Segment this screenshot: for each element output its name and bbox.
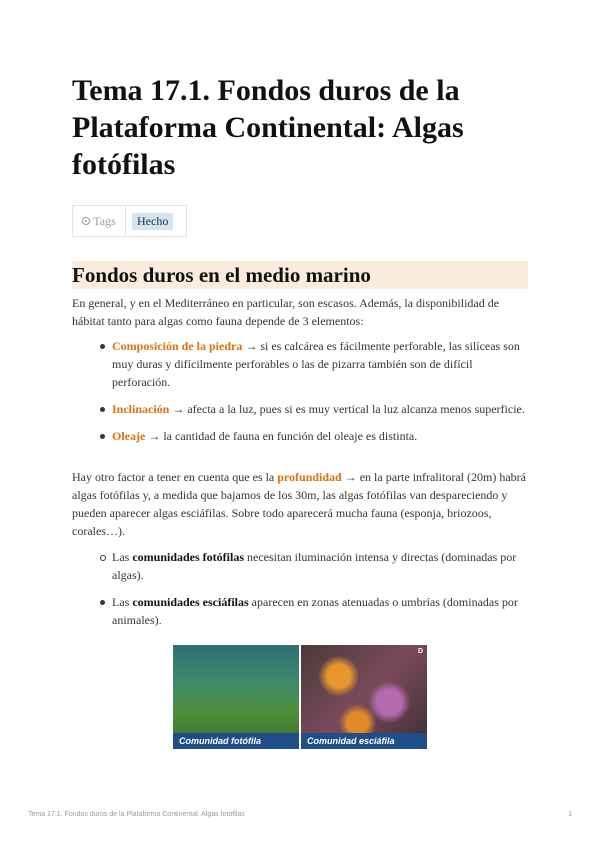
communities-list [72,548,528,638]
depth-label: profundidad [277,470,342,484]
property-value[interactable] [126,206,186,236]
community-post: aparecen en zonas atenuadas o umbrías (dominadas por animales). [112,595,518,627]
community-label: comunidades fotófilas [132,550,245,564]
depth-pre: Hay otro factor a tener en cuenta que es la [72,470,278,484]
bullet-icon [100,434,105,439]
community-pre: Las [112,595,133,609]
footer-page-number: 1 [568,811,572,818]
elements-list [72,337,528,454]
community-pre: Las [112,550,133,564]
list-item [72,427,528,445]
properties-table [72,205,187,237]
community-label: comunidades esciáfilas [132,595,249,609]
photo-photophilic-community [173,645,299,749]
property-key [73,206,126,236]
element-label: Oleaje [112,429,146,443]
bullet-icon [100,555,106,561]
page-title: Tema 17.1. Fondos duros de la Plataforma Continental: Algas fotófilas [72,74,464,181]
photo-caption: Comunidad fotófila [173,733,299,749]
bullet-icon [100,407,105,412]
intro-paragraph: En general, y en el Mediterráneo en particular, son escasos. Además, la disponibilidad de hábitat tanto para algas como fauna depende de 3 elementos: [72,296,500,328]
tag-badge[interactable]: Hecho [132,213,173,230]
element-text: → afecta a la luz, pues si es muy vertical la luz alcanza menos superficie. [169,402,525,416]
community-post: necesitan iluminación intensa y directas (dominadas por algas). [112,550,517,582]
footer-title: Tema 17.1. Fondos duros de la Plataforma Continental: Algas fotófilas [28,811,245,818]
communities-figure [173,645,427,749]
photo-sciaphilic-community [301,645,427,749]
property-key-label: Tags [93,213,116,228]
list-item [72,337,528,391]
section-heading: Fondos duros en el medio marino [72,261,528,289]
tag-icon [82,217,90,225]
list-item [72,593,528,629]
bullet-icon [100,344,105,349]
element-text: → si es calcárea es fácilmente perforable, las silíceas son muy duras y difícilmente perforables o las de pizarra también son de difícil perforación. [112,339,520,389]
depth-post: → en la parte infralitoral (20m) habrá algas fotófilas y, a medida que bajamos de los 30m, las algas fotófilas van despareciendo y pueden aparecer algas esciáfilas. Sobre todo aparecerá mucha fauna (esponja, briozoos, corales…). [72,470,526,538]
depth-paragraph [72,468,528,540]
element-text: → la cantidad de fauna en función del oleaje es distinta. [145,429,418,443]
list-item [72,400,528,418]
photo-caption: Comunidad esciáfila [301,733,427,749]
element-label: Composición de la piedra [112,339,243,353]
photo-corner-label: D [417,648,423,655]
bullet-icon [100,600,105,605]
list-item [72,548,528,584]
element-label: Inclinación [112,402,170,416]
